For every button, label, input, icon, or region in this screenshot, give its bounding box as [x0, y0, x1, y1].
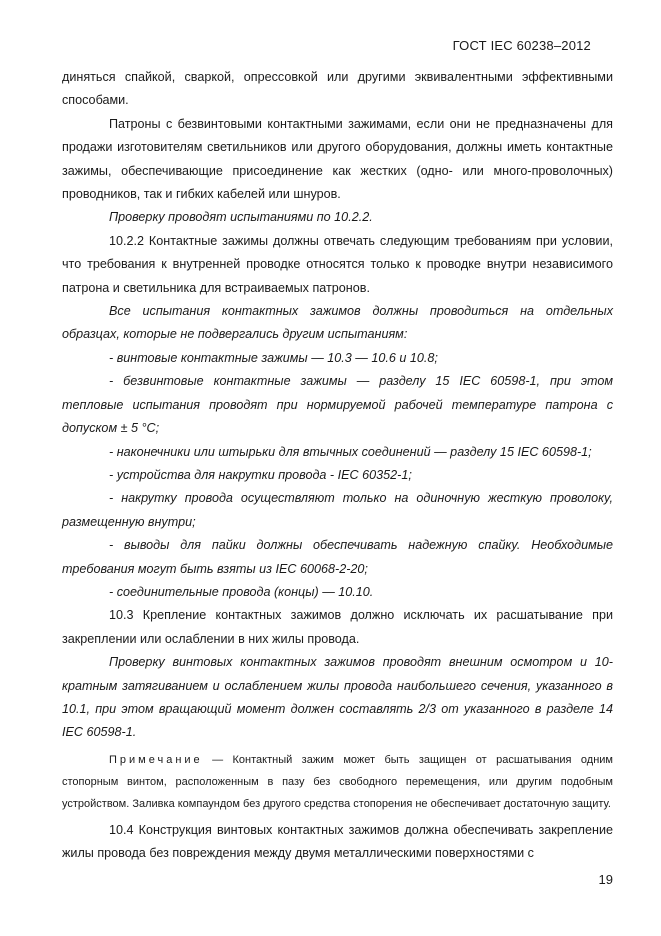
paragraph-screwless-terminals: Патроны с безвинтовыми контактными зажимами, если они не предназначены для продажи изготовителям светильников или другого оборудования, должны иметь контактные зажимы, обеспечивающие присоединение как жестких (одно- или много-проволочных) проводников, так и гибких кабелей или шнуров. [62, 116, 613, 202]
list-item: - выводы для пайки должны обеспечивать надежную спайку. Необходимые требования могут быть взяты из IEC 60068-2-20; [62, 538, 613, 576]
list-item: - наконечники или штырьки для втычных соединений — разделу 15 IEC 60598-1; [109, 444, 592, 459]
page-body [62, 66, 613, 866]
paragraph-clause-10-3: 10.3 Крепление контактных зажимов должно исключать их расшатывание при закреплении или ослаблении в них жилы провода. [62, 608, 613, 646]
document-code-header: ГОСТ IEC 60238–2012 [452, 38, 591, 53]
note-text: — Контактный зажим может быть защищен от расшатывания одним стопорным винтом, расположенным в пазу без свободного перемещения, или другим подобным устройством. Заливка компаундом без другого средства стопорения не обеспечивает достаточную защиту. [62, 753, 613, 810]
note [62, 749, 613, 815]
list-item: - безвинтовые контактные зажимы — разделу 15 IEC 60598-1, при этом тепловые испытания проводят при нормируемой рабочей температуре патрона с допуском ± 5 °С; [62, 374, 613, 436]
note-label: Примечание [109, 753, 203, 766]
paragraph-tests-separate-samples: Все испытания контактных зажимов должны проводиться на отдельных образцах, которые не подвергались другим испытаниям: [62, 304, 613, 342]
list-item: - устройства для накрутки провода - IEC 60352-1; [109, 467, 412, 482]
paragraph-clause-10-2-2: 10.2.2 Контактные зажимы должны отвечать следующим требованиям при условии, что требования к внутренней проводке относятся только к проводке внутри независимого патрона и светильника для встраиваемых патронов. [62, 233, 613, 295]
paragraph-check-10-2-2: Проверку проводят испытаниями по 10.2.2. [109, 210, 373, 225]
list-item: - соединительные провода (концы) — 10.10. [109, 584, 374, 599]
list-item: - винтовые контактные зажимы — 10.3 — 10.6 и 10.8; [109, 350, 438, 365]
paragraph-clause-10-4: 10.4 Конструкция винтовых контактных зажимов должна обеспечивать закрепление жилы провода без повреждения между двумя металлическими поверхностями с [62, 822, 613, 861]
list-item: - накрутку провода осуществляют только на одиночную жесткую проволоку, размещенную внутри; [62, 491, 613, 529]
paragraph-check-screw-terminals: Проверку винтовых контактных зажимов проводят внешним осмотром и 10-кратным затягиванием и ослаблением жилы провода наибольшего сечения, указанного в 10.1, при этом вращающий момент должен составлять 2/3 от указанного в разделе 14 IEC 60598-1. [62, 655, 613, 740]
paragraph-continuation: диняться спайкой, сваркой, опрессовкой или другими эквивалентными эффективными способами. [62, 70, 613, 108]
page-number: 19 [598, 872, 613, 887]
